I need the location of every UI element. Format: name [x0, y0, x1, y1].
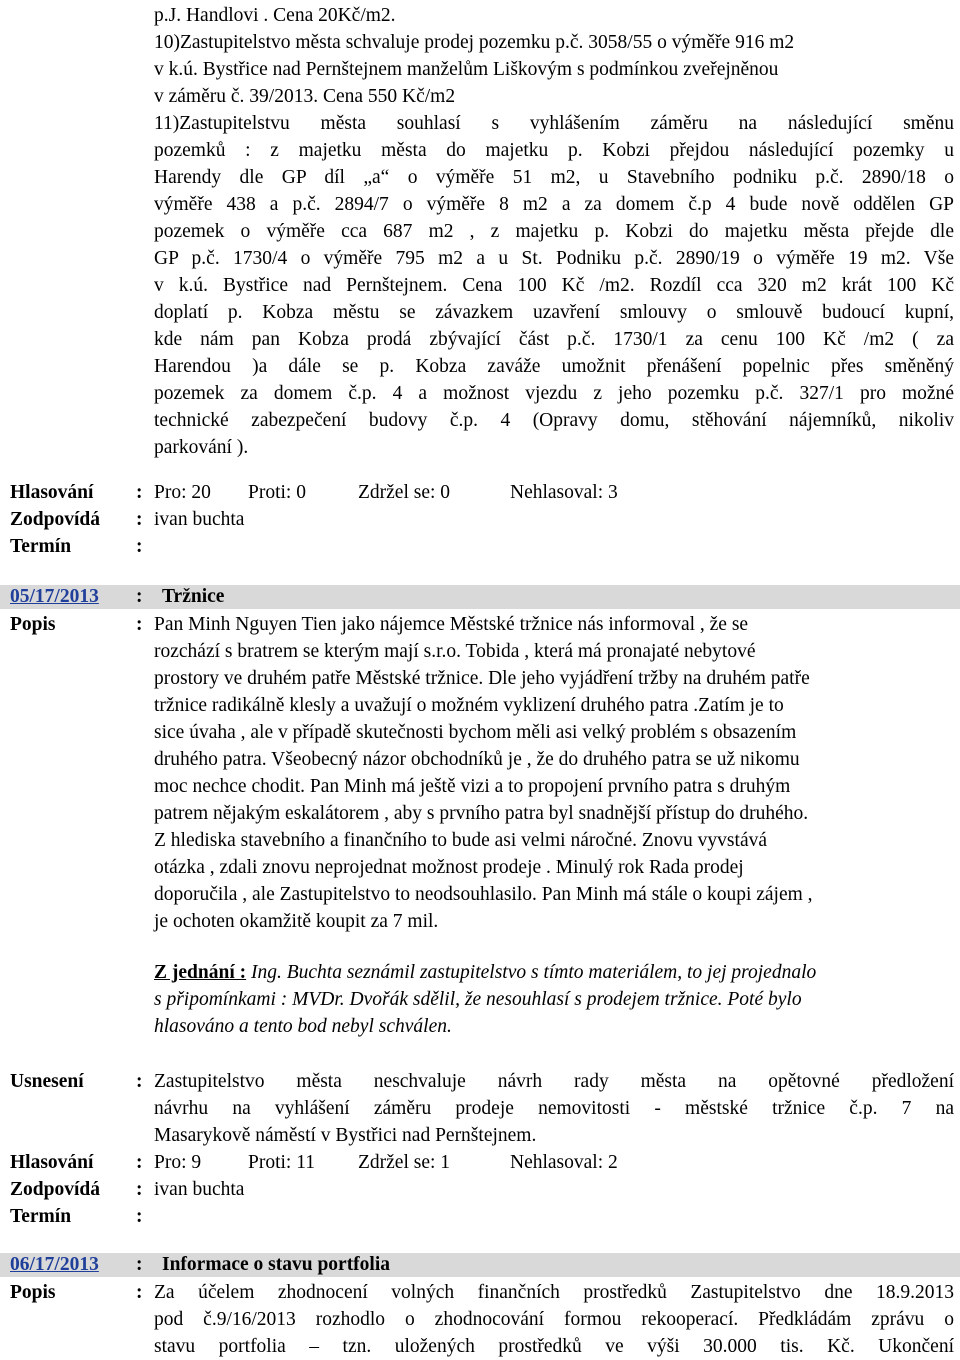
popis-label: Popis: [10, 1282, 56, 1303]
text-line: parkování ).: [154, 437, 249, 458]
vote-zdrzel: Zdržel se: 1: [358, 1152, 451, 1173]
text-line: stavu portfolia – tzn. uložených prostředků ve výši 30.000 tis. Kč. Ukončení: [154, 1336, 954, 1357]
text-line: 10)Zastupitelstvo města schvaluje prodej pozemku p.č. 3058/55 o výměře 916 m2: [154, 32, 795, 53]
colon: :: [136, 482, 143, 503]
section-title: Informace o stavu portfolia: [162, 1254, 391, 1275]
vote-nehlasoval: Nehlasoval: 3: [510, 482, 618, 503]
popis-text: [154, 611, 954, 935]
colon: :: [136, 586, 143, 607]
text-line: 11)Zastupitelstvu města souhlasí s vyhlášením záměru na následující směnu: [154, 113, 954, 134]
text-line: otázka , zdali znovu neprojednat možnost prodeje . Minulý rok Rada prodej: [154, 857, 744, 878]
colon: :: [136, 1179, 143, 1200]
colon: :: [136, 1152, 143, 1173]
colon: :: [136, 1071, 143, 1092]
colon: :: [136, 536, 143, 557]
text-line: s připomínkami : MVDr. Dvořák sdělil, že nesouhlasí s prodejem tržnice. Poté bylo: [154, 989, 802, 1010]
text-line: pozemek o výměře cca 687 m2 , z majetku p. Kobzi do majetku města přejde dle: [154, 221, 954, 242]
text-line: GP p.č. 1730/4 o výměře 795 m2 a u St. Podniku p.č. 2890/19 o výměře 19 m2. Vše: [154, 248, 954, 269]
text-line: Z hlediska stavebního a finančního to bude asi velmi náročné. Znovu vyvstává: [154, 830, 768, 851]
text-line: pozemků : z majetku města do majetku p. Kobzi přejdou následující pozemky u: [154, 140, 954, 161]
vote-zdrzel: Zdržel se: 0: [358, 482, 451, 503]
text-line: sice úvaha , ale v případě skutečnosti bychom měli asi velký problém s obsazením: [154, 722, 797, 743]
termin-label: Termín: [10, 536, 72, 557]
text-line: v k.ú. Bystřice nad Pernštejnem manželům Liškovým s podmínkou zveřejněnou: [154, 59, 779, 80]
vote-results: [154, 1149, 618, 1176]
text-line: pod č.9/16/2013 rozhodlo o zhodnocování formou rekooperací. Předkládám zprávu o: [154, 1309, 954, 1330]
colon: :: [136, 614, 143, 635]
responsible-row: [0, 506, 960, 533]
zodpovida-label: Zodpovídá: [10, 1179, 100, 1200]
hlasovani-label: Hlasování: [10, 1152, 94, 1173]
text-line: hlasováno a tento bod nebyl schválen.: [154, 1016, 452, 1037]
text-line: tržnice radikálně klesly a uvažují o možném vyklizení druhého patra .Zatím je to: [154, 695, 784, 716]
vote-row: [0, 1149, 960, 1176]
usneseni-text: [154, 1068, 954, 1149]
popis-label: Popis: [10, 614, 56, 635]
text-line: v záměru č. 39/2013. Cena 550 Kč/m2: [154, 86, 456, 107]
deadline-row: [0, 533, 960, 560]
text-line: p.J. Handlovi . Cena 20Kč/m2.: [154, 5, 396, 26]
text-line: Pan Minh Nguyen Tien jako nájemce Městské tržnice nás informoval , že se: [154, 614, 749, 635]
text-line: Harendy dle GP díl „a“ o výměře 51 m2, u Stavebního podniku p.č. 2890/18 o: [154, 167, 954, 188]
vote-results: [154, 479, 618, 506]
section-title: Tržnice: [162, 586, 225, 607]
text-line: [154, 959, 954, 986]
section-header-trznice: [0, 585, 960, 609]
top-text-block: [154, 2, 954, 461]
text-line: Za účelem zhodnocení volných finančních prostředků Zastupitelstvo dne 18.9.2013: [154, 1282, 954, 1303]
text-line: Zastupitelstvo města neschvaluje návrh rady města na opětovné předložení: [154, 1071, 954, 1092]
text-line: pozemek za domem č.p. 4 a možnost vjezdu z jeho pozemku p.č. 327/1 pro možné: [154, 383, 954, 404]
section-header-portfolio: [0, 1253, 960, 1277]
vote-nehlasoval: Nehlasoval: 2: [510, 1152, 618, 1173]
text-line: druhého patra. Všeobecný názor obchodníků je , že do druhého patra se už nikomu: [154, 749, 800, 770]
zjednani-text: [154, 959, 954, 1040]
colon: :: [136, 1206, 143, 1227]
text-line: návrhu na vyhlášení záměru prodeje nemovitosti - městské tržnice č.p. 7 na: [154, 1098, 954, 1119]
section-date: 06/17/2013: [10, 1254, 99, 1275]
text-span: Ing. Buchta seznámil zastupitelstvo s tímto materiálem, to jej projednalo: [250, 962, 817, 983]
colon: :: [136, 1282, 143, 1303]
text-line: patrem nějakým eskalátorem , aby s prvního patra byl snadnější přístup do druhého.: [154, 803, 809, 824]
text-line: doplatí p. Kobza městu se závazkem uzavření smlouvy o smlouvě budoucí kupní,: [154, 302, 954, 323]
text-line: je ochoten okamžitě koupit za 7 mil.: [154, 911, 439, 932]
colon: :: [136, 509, 143, 530]
vote-row: [0, 479, 960, 506]
vote-proti: Proti: 0: [248, 482, 306, 503]
text-line: moc nechce chodit. Pan Minh má ještě vizi a to propojení prvního patra s druhým: [154, 776, 791, 797]
termin-label: Termín: [10, 1206, 72, 1227]
vote-proti: Proti: 11: [248, 1152, 315, 1173]
colon: :: [136, 1254, 143, 1275]
vote-pro: Pro: 20: [154, 482, 211, 503]
text-line: prostory ve druhém patře Městské tržnice. Dle jeho vyjádření tržby na druhém patře: [154, 668, 810, 689]
text-line: doporučila , ale Zastupitelstvo to neodsouhlasilo. Pan Minh má stále o koupi zájem ,: [154, 884, 813, 905]
section-date: 05/17/2013: [10, 586, 99, 607]
text-line: výměře 438 a p.č. 2894/7 o výměře 8 m2 a za domem č.p 4 bude nově oddělen GP: [154, 194, 954, 215]
text-line: Masarykově náměstí v Bystřici nad Pernštejnem.: [154, 1125, 537, 1146]
text-line: rozchází s bratrem se kterým mají s.r.o. Tobida , která má pronajaté nebytové: [154, 641, 756, 662]
zjednani-label: Z jednání :: [154, 962, 247, 983]
responsible-row: [0, 1176, 960, 1203]
text-line: Harendou )a dále se p. Kobza zaváže umožnit přenášení popelnic přes směněný: [154, 356, 954, 377]
text-line: v k.ú. Bystřice nad Pernštejnem. Cena 100 Kč /m2. Rozdíl cca 320 m2 krát 100 Kč: [154, 275, 954, 296]
usneseni-label: Usnesení: [10, 1071, 84, 1092]
zodpovida-label: Zodpovídá: [10, 509, 100, 530]
deadline-row: [0, 1203, 960, 1230]
responsible-name: ivan buchta: [154, 509, 245, 530]
hlasovani-label: Hlasování: [10, 482, 94, 503]
popis-text: [154, 1279, 954, 1360]
text-line: kde nám pan Kobza prodá zbývající část p.č. 1730/1 za cenu 100 Kč /m2 ( za: [154, 329, 954, 350]
vote-pro: Pro: 9: [154, 1152, 202, 1173]
responsible-name: ivan buchta: [154, 1179, 245, 1200]
text-line: technické zabezpečení budovy č.p. 4 (Opravy domu, stěhování nájemníků, nikoliv: [154, 410, 954, 431]
